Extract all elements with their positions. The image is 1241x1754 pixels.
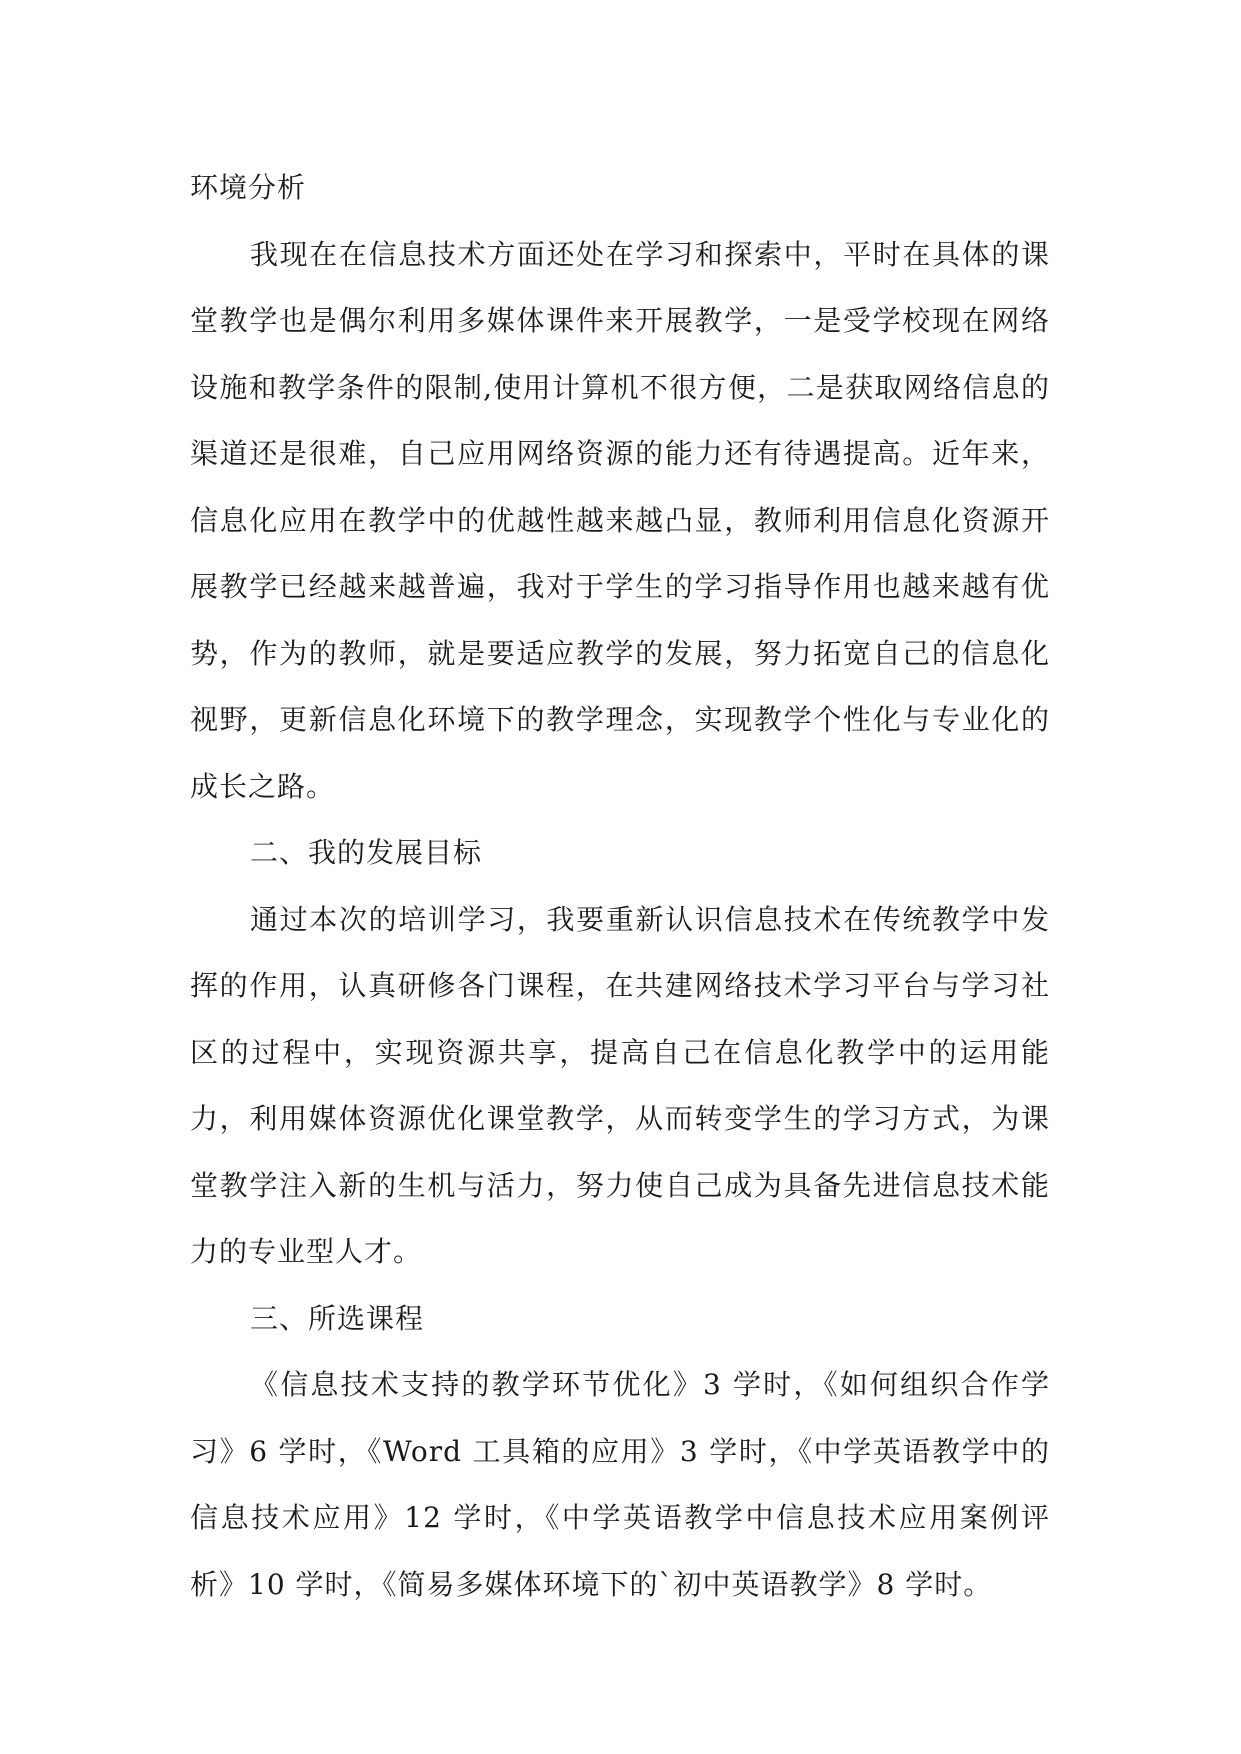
document-body (190, 155, 1050, 1618)
paragraph-selected-courses: 《信息技术支持的教学环节优化》3 学时，《如何组织合作学习》6 学时，《Word 工具箱的应用》3 学时，《中学英语教学中的信息技术应用》12 学时，《中学英语教学中信息技术应用案例评析》10 学时，《简易多媒体环境下的`初中英语教学》8 学时。 (190, 1368, 1050, 1601)
paragraph-development-goals: 通过本次的培训学习，我要重新认识信息技术在传统教学中发挥的作用，认真研修各门课程，在共建网络技术学习平台与学习社区的过程中，实现资源共享，提高自己在信息化教学中的运用能力，利用媒体资源优化课堂教学，从而转变学生的学习方式，为课堂教学注入新的生机与活力，努力使自己成为具备先进信息技术能力的专业型人才。 (190, 902, 1050, 1268)
section-heading-selected-courses: 三、所选课程 (250, 1301, 425, 1335)
section-heading-development-goals: 二、我的发展目标 (250, 836, 483, 869)
paragraph-current-situation: 我现在在信息技术方面还处在学习和探索中，平时在具体的课堂教学也是偶尔利用多媒体课件来开展教学，一是受学校现在网络设施和教学条件的限制,使用计算机不很方便，二是获取网络信息的渠道还是很难，自己应用网络资源的能力还有待遇提高。近年来，信息化应用在教学中的优越性越来越凸显，教师利用信息化资源开展教学已经越来越普遍，我对于学生的学习指导作用也越来越有优势，作为的教师，就是要适应教学的发展，努力拓宽自己的信息化视野，更新信息化环境下的教学理念，实现教学个性化与专业化的成长之路。 (190, 237, 1050, 803)
section-heading-environment-analysis: 环境分析 (190, 171, 307, 204)
